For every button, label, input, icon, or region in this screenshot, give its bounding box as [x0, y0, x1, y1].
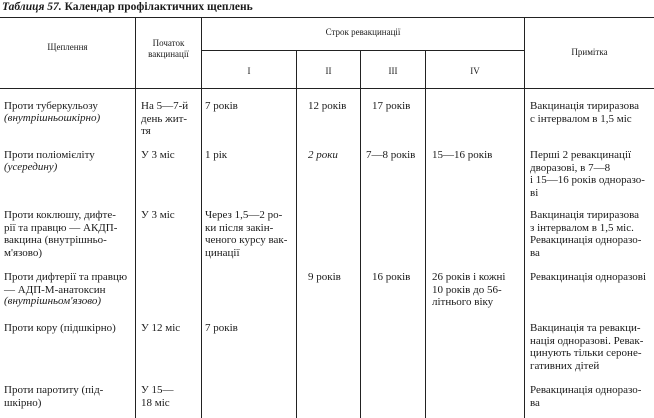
vaccine-route: (усередину) — [4, 161, 58, 173]
vaccination-start: У 3 міс — [141, 149, 175, 161]
vaccination-start: У 15— 18 міс — [141, 384, 174, 409]
term-1: 7 років — [205, 100, 238, 112]
term-1: 7 років — [205, 322, 238, 334]
table-caption-label: Таблиця 57. — [2, 1, 62, 13]
vaccine-name: Проти дифтерії та правцю — АДП-М-анатоксин — [4, 271, 128, 296]
vaccine-route: (внутрішньошкірно) — [4, 112, 101, 124]
header-term-1: I — [247, 66, 251, 76]
term-2: 12 років — [308, 100, 347, 112]
term-1: Через 1,5—2 ро- ки після закін- ченого курсу вак- цинації — [205, 209, 288, 259]
term-3: 17 років — [372, 100, 411, 112]
header-vaccination: Щеплення — [47, 42, 88, 52]
vaccine-route: (внутрішньом'язово) — [4, 295, 102, 307]
term-2: 9 років — [308, 271, 341, 283]
header-term-3: III — [388, 66, 398, 76]
header-start: Початок вакцинації — [148, 38, 189, 59]
term-2: 2 роки — [308, 149, 338, 161]
note: Вакцинація тириразова с інтервалом в 1,5 міс — [530, 100, 640, 125]
vaccine-name: Проти туберкульозу — [4, 100, 98, 112]
column-divider — [296, 50, 297, 418]
note: Вакцинація та ревакци- нація одноразові. Ревак- цинують тільки сероне- гативних дітей — [530, 322, 644, 372]
vaccination-start: У 12 міс — [141, 322, 181, 334]
column-divider — [201, 17, 202, 418]
header-term-2: II — [325, 66, 332, 76]
vaccine-name: Проти кору (підшкірно) — [4, 322, 116, 334]
terms-header-rule — [201, 50, 524, 51]
vaccine-name: Проти коклюшу, дифте- рії та правцю — АКДП- вакцина (внутрішньо- м'язово) — [4, 209, 118, 259]
header-note: Примітка — [571, 47, 608, 57]
vaccine-name: Проти поліомієліту — [4, 149, 95, 161]
table-caption — [2, 1, 253, 13]
column-divider — [135, 17, 136, 418]
term-4: 26 років і кожні 10 років до 56- літнього віку — [432, 271, 506, 308]
header-term-4: IV — [470, 66, 480, 76]
header-revaccination-terms: Строк ревакцинації — [325, 27, 401, 37]
term-4: 15—16 років — [432, 149, 493, 161]
note: Ревакцинація одноразові — [530, 271, 647, 283]
vaccination-start: На 5—7-й день жит- тя — [141, 100, 189, 137]
term-1: 1 рік — [205, 149, 228, 161]
note: Перші 2 ревакцинації дворазові, в 7—8 і 15—16 років одноразо- ві — [530, 149, 645, 199]
column-divider — [425, 50, 426, 418]
term-3: 7—8 років — [366, 149, 416, 161]
vaccination-start: У 3 міс — [141, 209, 175, 221]
table-caption-title: Календар профілактичних щеплень — [64, 1, 253, 13]
term-3: 16 років — [372, 271, 411, 283]
header-bottom-rule — [0, 88, 654, 89]
note: Ревакцинація одноразо- ва — [530, 384, 642, 409]
vaccine-name: Проти паротиту (під- шкірно) — [4, 384, 104, 409]
column-divider — [360, 50, 361, 418]
column-divider — [524, 17, 525, 418]
note: Вакцинація тириразова з інтервалом в 1,5 міс. Ревакцинація одноразо- ва — [530, 209, 642, 259]
table-top-rule — [0, 17, 654, 18]
